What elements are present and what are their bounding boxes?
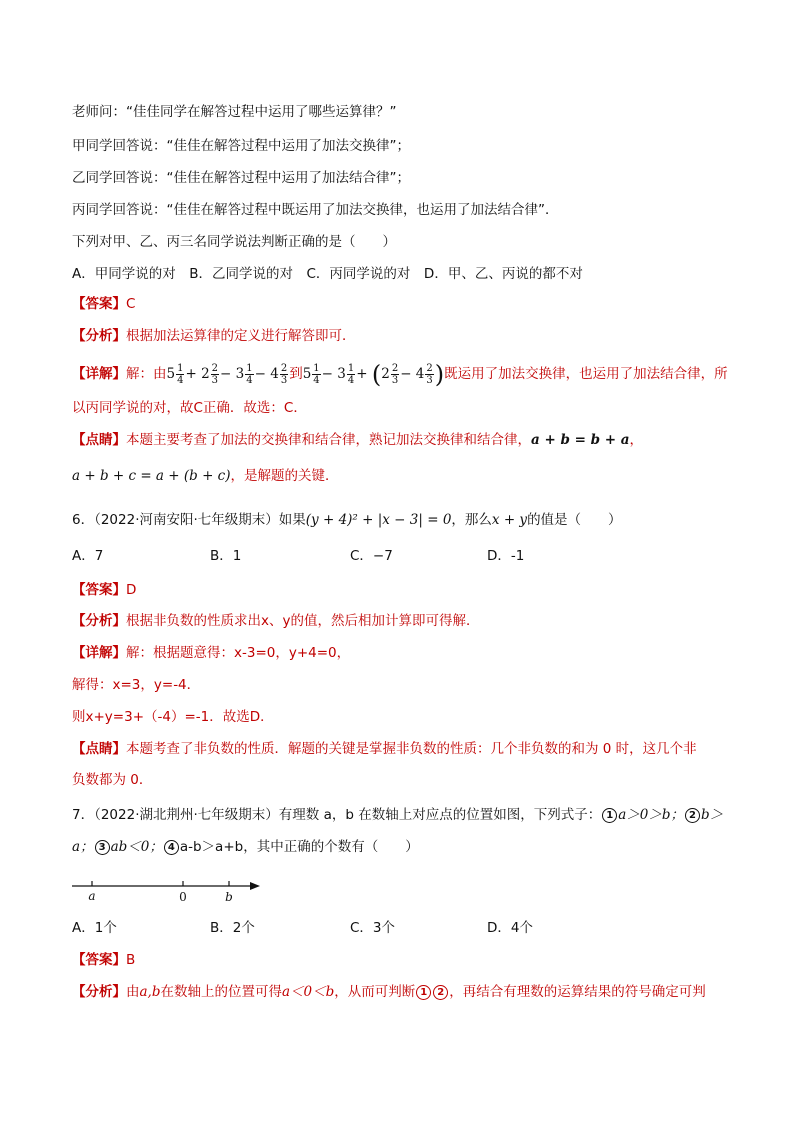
q5-options: A．甲同学说的对 B．乙同学说的对 C．丙同学说的对 D．甲、乙、丙说的都不对 bbox=[72, 266, 583, 282]
q5-comment: 【点睛】本题主要考查了加法的交换律和结合律，熟记加法交换律和结合律，a + b = b + a， bbox=[72, 432, 644, 448]
q5-answer bbox=[72, 294, 135, 314]
q6-stem: 6．（2022·河南安阳·七年级期末）如果(y + 4)² + |x − 3| = 0，那么x + y的值是（ ） bbox=[72, 512, 622, 528]
q5-detail-line2: 以丙同学说的对，故C正确．故选：C． bbox=[72, 400, 307, 416]
q6-analysis: 【分析】根据非负数的性质求出x、y的值，然后相加计算即可得解． bbox=[72, 613, 480, 629]
teacher-question: 老师问：“佳佳同学在解答过程中运用了哪些运算律？” bbox=[72, 104, 397, 120]
q5-analysis bbox=[72, 326, 356, 346]
q7-option-b: B．2个 bbox=[210, 920, 255, 936]
q5-comment-line2: a + b + c = a + (b + c)，是解题的关键． bbox=[72, 468, 339, 484]
q7-stem-line1: 7．（2022·湖北荆州·七年级期末）有理数 a，b 在数轴上对应点的位置如图，下列式子： 1 a＞0＞b； 2 b＞ bbox=[72, 807, 724, 823]
q7-answer: 【答案】B bbox=[72, 952, 136, 968]
q5-question: 下列对甲、乙、丙三名同学说法判断正确的是（ ） bbox=[72, 234, 396, 250]
q7-option-a: A．1个 bbox=[72, 920, 117, 936]
associative-formula: a + b + c = a + (b + c) bbox=[72, 468, 231, 484]
detail-tag: 【详解】 bbox=[72, 366, 126, 382]
q5-detail: 【详解】解：由5 $\frac{1}{4}$ + 2 $\frac{2}{3}$ − 3 $\frac{1}{4}$ − 4 $\frac{2}{3}$ 到5 $\frac{1}{4}$ − 3 $\frac{1}{4}$ + (2 $\frac{2}{3}$ − 4 $\frac{2}{3}$ )既运用了加法交换律，也运用了加法结合律，所 bbox=[72, 360, 728, 389]
student-bing-answer: 丙同学回答说：“佳佳在解答过程中既运用了加法交换律，也运用了加法结合律”． bbox=[72, 202, 559, 218]
q6-comment: 【点睛】本题考查了非负数的性质．解题的关键是掌握非负数的性质：几个非负数的和为 0 时，这几个非 bbox=[72, 741, 697, 757]
student-jia-answer: 甲同学回答说：“佳佳在解答过程中运用了加法交换律”； bbox=[72, 138, 410, 154]
circle-4-icon: 4 bbox=[164, 840, 179, 855]
q6-comment-line2: 负数都为 0． bbox=[72, 772, 153, 788]
student-yi-answer: 乙同学回答说：“佳佳在解答过程中运用了加法结合律”； bbox=[72, 170, 410, 186]
label-a: a bbox=[88, 889, 96, 903]
analysis-tag: 【分析】 bbox=[72, 328, 126, 344]
number-line-arrow bbox=[250, 882, 260, 890]
answer-tag: 【答案】 bbox=[72, 296, 126, 312]
q7-option-c: C．3个 bbox=[350, 920, 396, 936]
answer-value: C bbox=[126, 296, 136, 312]
q6-answer: 【答案】D bbox=[72, 582, 137, 598]
circle-1-icon: 1 bbox=[602, 808, 617, 823]
number-line-figure bbox=[70, 872, 270, 906]
expression-2: 5 $\frac{1}{4}$ − 3 $\frac{1}{4}$ + (2 $\frac{2}{3}$ − 4 $\frac{2}{3}$ ) bbox=[302, 360, 445, 389]
circle-2-icon: 2 bbox=[433, 985, 448, 1000]
circle-1-icon: 1 bbox=[416, 985, 431, 1000]
q6-option-a: A．7 bbox=[72, 548, 104, 564]
comment-tag: 【点睛】 bbox=[72, 432, 126, 448]
label-b: b bbox=[225, 890, 233, 904]
q7-stem-line2: a； 3 ab＜0； 4 a-b＞a+b，其中正确的个数有（ ） bbox=[72, 839, 419, 855]
q6-solve: 解得：x=3，y=-4． bbox=[72, 677, 201, 693]
q7-option-d: D．4个 bbox=[487, 920, 533, 936]
q6-option-c: C．−7 bbox=[350, 548, 393, 564]
q6-then: 则x+y=3+（-4）=-1．故选D． bbox=[72, 709, 274, 725]
commutative-formula: a + b = b + a bbox=[531, 432, 630, 448]
q6-equation: (y + 4)² + |x − 3| = 0 bbox=[305, 512, 452, 528]
q6-detail: 【详解】解：根据题意得：x-3=0，y+4=0， bbox=[72, 645, 351, 661]
circle-2-icon: 2 bbox=[685, 808, 700, 823]
q7-analysis: 【分析】由a,b在数轴上的位置可得a＜0＜b，从而可判断 1 2 ，再结合有理数的运算结果的符号确定可判 bbox=[72, 984, 706, 1000]
analysis-text: 根据加法运算律的定义进行解答即可． bbox=[126, 328, 356, 344]
circle-3-icon: 3 bbox=[95, 840, 110, 855]
label-zero: 0 bbox=[179, 890, 187, 904]
q6-option-d: D．-1 bbox=[487, 548, 525, 564]
expression-1: 5 $\frac{1}{4}$ + 2 $\frac{2}{3}$ − 3 $\frac{1}{4}$ − 4 $\frac{2}{3}$ bbox=[166, 363, 288, 386]
q6-expression: x + y bbox=[491, 512, 528, 528]
q6-option-b: B．1 bbox=[210, 548, 242, 564]
